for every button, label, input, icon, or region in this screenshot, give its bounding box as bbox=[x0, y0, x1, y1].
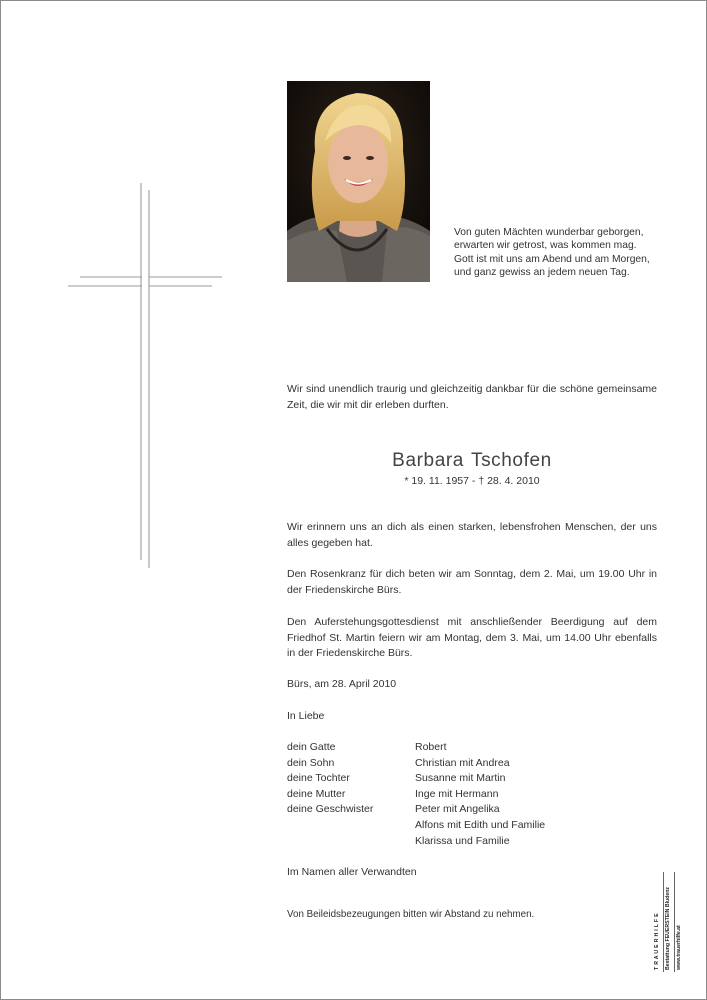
family-names: Christian mit Andrea bbox=[415, 756, 510, 769]
family-relation bbox=[287, 834, 415, 850]
family-names: Inge mit Hermann bbox=[415, 787, 499, 800]
poem-line: Gott ist mit uns am Abend und am Morgen, bbox=[454, 253, 650, 265]
family-relation: deine Mutter bbox=[287, 787, 346, 800]
funeral-paragraph: Den Auferstehungsgottesdienst mit anschließender Beerdigung auf dem Friedhof St. Martin feiern wir am Montag, dem 3. Mai, um 14.00 Uhr ebenfalls in der Friedenskirche Bürs. bbox=[287, 616, 657, 659]
family-row bbox=[287, 834, 657, 850]
condolence-note: Von Beileidsbezeugungen bitten wir Abstand zu nehmen. bbox=[287, 909, 535, 920]
closing-text: Im Namen aller Verwandten bbox=[287, 866, 417, 878]
funeral-home-logo bbox=[652, 872, 686, 972]
family-row bbox=[287, 787, 657, 803]
life-dates: * 19. 11. 1957 - † 28. 4. 2010 bbox=[404, 475, 540, 487]
logo-divider bbox=[663, 872, 664, 972]
rosary-paragraph: Den Rosenkranz für dich beten wir am Sonntag, dem 2. Mai, um 19.00 Uhr in der Friedenskirche Bürs. bbox=[287, 568, 657, 596]
poem bbox=[454, 226, 684, 280]
family-relation: dein Gatte bbox=[287, 741, 336, 753]
place-date: Bürs, am 28. April 2010 bbox=[287, 678, 397, 690]
family-relation: deine Tochter bbox=[287, 772, 350, 785]
family-relation: dein Sohn bbox=[287, 756, 335, 769]
family-row bbox=[287, 802, 657, 818]
poem-line: Von guten Mächten wunderbar geborgen, bbox=[454, 227, 644, 238]
family-list bbox=[287, 740, 657, 849]
logo-website: www.trauerhilfe.at bbox=[676, 925, 682, 970]
in-love: In Liebe bbox=[287, 710, 325, 722]
remember-paragraph: Wir erinnern uns an dich als einen starken, lebensfrohen Menschen, der uns alles gegeben hat. bbox=[287, 521, 657, 549]
family-row bbox=[287, 756, 657, 772]
family-names: Alfons mit Edith und Familie bbox=[415, 818, 546, 831]
family-row bbox=[287, 818, 657, 834]
logo-brand: T R A U E R H I L F E bbox=[654, 913, 660, 970]
family-names: Klarissa und Familie bbox=[415, 834, 510, 847]
poem-line: und ganz gewiss an jedem neuen Tag. bbox=[454, 267, 630, 279]
logo-company: Bestattung FEUERSTEIN Bludenz bbox=[665, 886, 671, 970]
family-names: Robert bbox=[415, 741, 447, 753]
deceased-name bbox=[287, 450, 657, 472]
family-names: Susanne mit Martin bbox=[415, 772, 506, 785]
poem-line: erwarten wir getrost, was kommen mag. bbox=[454, 240, 637, 252]
family-relation: deine Geschwister bbox=[287, 803, 374, 816]
family-row bbox=[287, 740, 657, 756]
family-row bbox=[287, 771, 657, 787]
family-relation bbox=[287, 818, 415, 834]
family-names: Peter mit Angelika bbox=[415, 803, 500, 816]
logo-divider bbox=[674, 872, 675, 972]
first-name: Barbara bbox=[392, 450, 464, 471]
portrait-photo bbox=[287, 81, 430, 282]
intro-text: Wir sind unendlich traurig und gleichzeitig dankbar für die schöne gemeinsame Zeit, die wir mit dir erleben durften. bbox=[287, 383, 657, 411]
cross-icon bbox=[60, 180, 230, 575]
last-name: Tschofen bbox=[470, 450, 552, 471]
